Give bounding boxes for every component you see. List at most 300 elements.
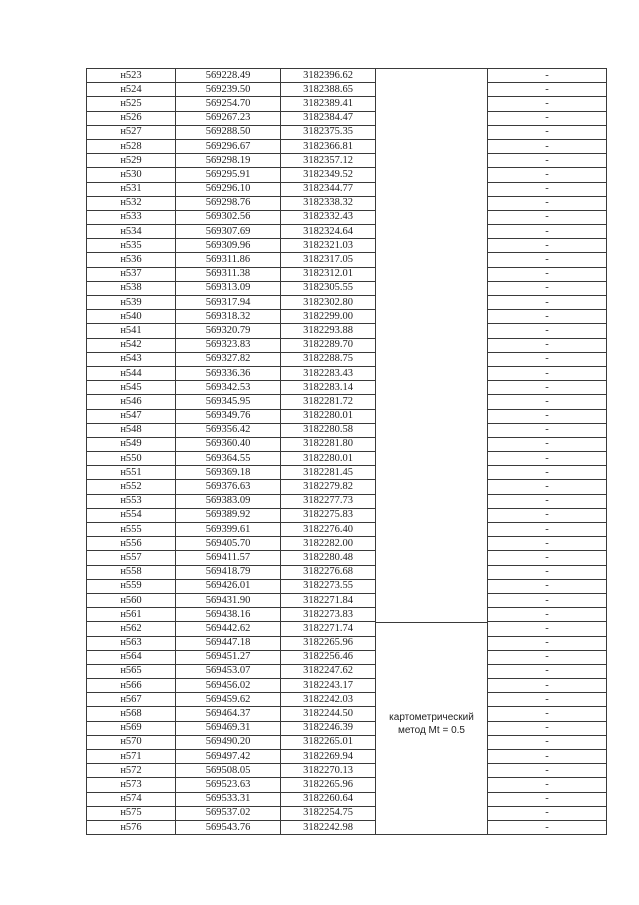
- y-coordinate-cell: 3182243.17: [281, 679, 376, 693]
- table-row: [87, 381, 607, 395]
- x-coordinate-cell: 569313.09: [176, 281, 281, 295]
- point-id-cell: н571: [87, 750, 176, 764]
- table-row: [87, 366, 607, 380]
- y-coordinate-cell: 3182275.83: [281, 508, 376, 522]
- table-row: [87, 97, 607, 111]
- x-coordinate-cell: 569360.40: [176, 437, 281, 451]
- dash-cell: -: [488, 168, 607, 182]
- x-coordinate-cell: 569317.94: [176, 296, 281, 310]
- x-coordinate-cell: 569508.05: [176, 764, 281, 778]
- method-cell: [376, 267, 488, 281]
- method-cell: [376, 820, 488, 834]
- method-cell: [376, 792, 488, 806]
- point-id-cell: н531: [87, 182, 176, 196]
- dash-cell: -: [488, 650, 607, 664]
- y-coordinate-cell: 3182273.55: [281, 579, 376, 593]
- method-cell: [376, 395, 488, 409]
- table-row: [87, 154, 607, 168]
- y-coordinate-cell: 3182242.98: [281, 820, 376, 834]
- y-coordinate-cell: 3182280.01: [281, 452, 376, 466]
- table-row: [87, 608, 607, 622]
- dash-cell: -: [488, 139, 607, 153]
- y-coordinate-cell: 3182244.50: [281, 707, 376, 721]
- method-cell: [376, 508, 488, 522]
- x-coordinate-cell: 569383.09: [176, 494, 281, 508]
- dash-cell: -: [488, 196, 607, 210]
- method-cell: [376, 168, 488, 182]
- method-cell: [376, 778, 488, 792]
- point-id-cell: н538: [87, 281, 176, 295]
- method-cell: [376, 296, 488, 310]
- point-id-cell: н536: [87, 253, 176, 267]
- method-cell: [376, 494, 488, 508]
- point-id-cell: н528: [87, 139, 176, 153]
- dash-cell: -: [488, 537, 607, 551]
- dash-cell: -: [488, 253, 607, 267]
- table-row: [87, 196, 607, 210]
- dash-cell: -: [488, 480, 607, 494]
- y-coordinate-cell: 3182282.00: [281, 537, 376, 551]
- point-id-cell: н532: [87, 196, 176, 210]
- point-id-cell: н542: [87, 338, 176, 352]
- x-coordinate-cell: 569307.69: [176, 225, 281, 239]
- method-cell: [376, 622, 488, 636]
- point-id-cell: н526: [87, 111, 176, 125]
- method-accuracy: метод Mt = 0.5: [398, 724, 465, 736]
- point-id-cell: н540: [87, 310, 176, 324]
- x-coordinate-cell: 569254.70: [176, 97, 281, 111]
- y-coordinate-cell: 3182283.43: [281, 366, 376, 380]
- dash-cell: -: [488, 820, 607, 834]
- point-id-cell: н559: [87, 579, 176, 593]
- dash-cell: -: [488, 707, 607, 721]
- x-coordinate-cell: 569320.79: [176, 324, 281, 338]
- x-coordinate-cell: 569399.61: [176, 523, 281, 537]
- point-id-cell: н553: [87, 494, 176, 508]
- dash-cell: -: [488, 267, 607, 281]
- point-id-cell: н562: [87, 622, 176, 636]
- method-cell: [376, 239, 488, 253]
- dash-cell: -: [488, 437, 607, 451]
- dash-cell: -: [488, 466, 607, 480]
- method-cell: [376, 636, 488, 650]
- point-id-cell: н545: [87, 381, 176, 395]
- x-coordinate-cell: 569288.50: [176, 125, 281, 139]
- point-id-cell: н568: [87, 707, 176, 721]
- table-row: [87, 296, 607, 310]
- y-coordinate-cell: 3182276.40: [281, 523, 376, 537]
- x-coordinate-cell: 569364.55: [176, 452, 281, 466]
- table-row: [87, 537, 607, 551]
- point-id-cell: н575: [87, 806, 176, 820]
- method-cell: [376, 324, 488, 338]
- table-row: [87, 324, 607, 338]
- dash-cell: -: [488, 452, 607, 466]
- point-id-cell: н546: [87, 395, 176, 409]
- x-coordinate-cell: 569447.18: [176, 636, 281, 650]
- x-coordinate-cell: 569453.07: [176, 664, 281, 678]
- method-cell: [376, 693, 488, 707]
- dash-cell: -: [488, 523, 607, 537]
- table-row: [87, 267, 607, 281]
- method-cell: [376, 551, 488, 565]
- y-coordinate-cell: 3182280.48: [281, 551, 376, 565]
- table-row: [87, 622, 607, 636]
- method-cell: [376, 664, 488, 678]
- x-coordinate-cell: 569469.31: [176, 721, 281, 735]
- method-cell: [376, 480, 488, 494]
- method-cell: [376, 338, 488, 352]
- point-id-cell: н530: [87, 168, 176, 182]
- point-id-cell: н548: [87, 423, 176, 437]
- table-row: [87, 69, 607, 83]
- point-id-cell: н527: [87, 125, 176, 139]
- dash-cell: -: [488, 69, 607, 83]
- dash-cell: -: [488, 764, 607, 778]
- dash-cell: -: [488, 310, 607, 324]
- x-coordinate-cell: 569267.23: [176, 111, 281, 125]
- dash-cell: -: [488, 579, 607, 593]
- group-divider: [376, 622, 487, 623]
- table-row: [87, 707, 607, 721]
- point-id-cell: н541: [87, 324, 176, 338]
- table-row: [87, 480, 607, 494]
- y-coordinate-cell: 3182389.41: [281, 97, 376, 111]
- table-row: [87, 735, 607, 749]
- point-id-cell: н544: [87, 366, 176, 380]
- method-cell: [376, 182, 488, 196]
- point-id-cell: н564: [87, 650, 176, 664]
- y-coordinate-cell: 3182375.35: [281, 125, 376, 139]
- x-coordinate-cell: 569523.63: [176, 778, 281, 792]
- method-cell: [376, 721, 488, 735]
- x-coordinate-cell: 569239.50: [176, 83, 281, 97]
- point-id-cell: н524: [87, 83, 176, 97]
- point-id-cell: н555: [87, 523, 176, 537]
- method-cell: [376, 409, 488, 423]
- x-coordinate-cell: 569411.57: [176, 551, 281, 565]
- dash-cell: -: [488, 608, 607, 622]
- table-row: [87, 452, 607, 466]
- y-coordinate-cell: 3182357.12: [281, 154, 376, 168]
- dash-cell: -: [488, 210, 607, 224]
- method-cell: [376, 735, 488, 749]
- method-cell: [376, 679, 488, 693]
- y-coordinate-cell: 3182269.94: [281, 750, 376, 764]
- dash-cell: -: [488, 97, 607, 111]
- table-row: [87, 338, 607, 352]
- dash-cell: -: [488, 111, 607, 125]
- table-row: [87, 111, 607, 125]
- y-coordinate-cell: 3182265.01: [281, 735, 376, 749]
- table-row: [87, 168, 607, 182]
- dash-cell: -: [488, 693, 607, 707]
- dash-cell: -: [488, 622, 607, 636]
- method-name: картометрический: [389, 711, 474, 723]
- method-cell: [376, 225, 488, 239]
- table-row: [87, 565, 607, 579]
- x-coordinate-cell: 569295.91: [176, 168, 281, 182]
- y-coordinate-cell: 3182247.62: [281, 664, 376, 678]
- dash-cell: -: [488, 593, 607, 607]
- table-row: [87, 750, 607, 764]
- x-coordinate-cell: 569311.86: [176, 253, 281, 267]
- table-row: [87, 239, 607, 253]
- table-row: [87, 281, 607, 295]
- x-coordinate-cell: 569342.53: [176, 381, 281, 395]
- table-row: [87, 664, 607, 678]
- y-coordinate-cell: 3182366.81: [281, 139, 376, 153]
- table-row: [87, 523, 607, 537]
- table-row: [87, 139, 607, 153]
- dash-cell: -: [488, 721, 607, 735]
- point-id-cell: н558: [87, 565, 176, 579]
- y-coordinate-cell: 3182280.01: [281, 409, 376, 423]
- table-row: [87, 551, 607, 565]
- dash-cell: -: [488, 154, 607, 168]
- y-coordinate-cell: 3182281.72: [281, 395, 376, 409]
- dash-cell: -: [488, 381, 607, 395]
- table-row: [87, 679, 607, 693]
- dash-cell: -: [488, 281, 607, 295]
- x-coordinate-cell: 569405.70: [176, 537, 281, 551]
- y-coordinate-cell: 3182299.00: [281, 310, 376, 324]
- method-cell: [376, 707, 488, 736]
- method-cell: [376, 366, 488, 380]
- table-row: [87, 636, 607, 650]
- x-coordinate-cell: 569296.67: [176, 139, 281, 153]
- y-coordinate-cell: 3182289.70: [281, 338, 376, 352]
- method-cell: [376, 196, 488, 210]
- table-row: [87, 437, 607, 451]
- y-coordinate-cell: 3182281.80: [281, 437, 376, 451]
- point-id-cell: н565: [87, 664, 176, 678]
- table-row: [87, 764, 607, 778]
- method-cell: [376, 437, 488, 451]
- dash-cell: -: [488, 565, 607, 579]
- point-id-cell: н574: [87, 792, 176, 806]
- method-cell: [376, 537, 488, 551]
- x-coordinate-cell: 569318.32: [176, 310, 281, 324]
- table-row: [87, 593, 607, 607]
- x-coordinate-cell: 569456.02: [176, 679, 281, 693]
- y-coordinate-cell: 3182344.77: [281, 182, 376, 196]
- y-coordinate-cell: 3182281.45: [281, 466, 376, 480]
- x-coordinate-cell: 569302.56: [176, 210, 281, 224]
- x-coordinate-cell: 569459.62: [176, 693, 281, 707]
- x-coordinate-cell: 569356.42: [176, 423, 281, 437]
- point-id-cell: н549: [87, 437, 176, 451]
- x-coordinate-cell: 569533.31: [176, 792, 281, 806]
- dash-cell: -: [488, 792, 607, 806]
- dash-cell: -: [488, 750, 607, 764]
- dash-cell: -: [488, 338, 607, 352]
- y-coordinate-cell: 3182396.62: [281, 69, 376, 83]
- dash-cell: -: [488, 806, 607, 820]
- table-row: [87, 650, 607, 664]
- dash-cell: -: [488, 324, 607, 338]
- method-cell: [376, 253, 488, 267]
- table-row: [87, 721, 607, 735]
- y-coordinate-cell: 3182276.68: [281, 565, 376, 579]
- x-coordinate-cell: 569327.82: [176, 352, 281, 366]
- y-coordinate-cell: 3182283.14: [281, 381, 376, 395]
- method-cell: [376, 452, 488, 466]
- point-id-cell: н560: [87, 593, 176, 607]
- table-row: [87, 182, 607, 196]
- method-cell: [376, 608, 488, 622]
- x-coordinate-cell: 569426.01: [176, 579, 281, 593]
- y-coordinate-cell: 3182265.96: [281, 778, 376, 792]
- point-id-cell: н566: [87, 679, 176, 693]
- point-id-cell: н543: [87, 352, 176, 366]
- y-coordinate-cell: 3182271.84: [281, 593, 376, 607]
- y-coordinate-cell: 3182332.43: [281, 210, 376, 224]
- y-coordinate-cell: 3182279.82: [281, 480, 376, 494]
- point-id-cell: н525: [87, 97, 176, 111]
- method-cell: [376, 593, 488, 607]
- dash-cell: -: [488, 551, 607, 565]
- table-row: [87, 820, 607, 834]
- dash-cell: -: [488, 296, 607, 310]
- y-coordinate-cell: 3182277.73: [281, 494, 376, 508]
- point-id-cell: н567: [87, 693, 176, 707]
- x-coordinate-cell: 569336.36: [176, 366, 281, 380]
- table-row: [87, 210, 607, 224]
- point-id-cell: н551: [87, 466, 176, 480]
- point-id-cell: н563: [87, 636, 176, 650]
- point-id-cell: н561: [87, 608, 176, 622]
- y-coordinate-cell: 3182265.96: [281, 636, 376, 650]
- x-coordinate-cell: 569369.18: [176, 466, 281, 480]
- point-id-cell: н576: [87, 820, 176, 834]
- dash-cell: -: [488, 83, 607, 97]
- method-cell: [376, 154, 488, 168]
- table-row: [87, 494, 607, 508]
- table-row: [87, 778, 607, 792]
- y-coordinate-cell: 3182254.75: [281, 806, 376, 820]
- point-id-cell: н550: [87, 452, 176, 466]
- method-cell: [376, 523, 488, 537]
- method-cell: [376, 69, 488, 83]
- point-id-cell: н537: [87, 267, 176, 281]
- x-coordinate-cell: 569311.38: [176, 267, 281, 281]
- y-coordinate-cell: 3182384.47: [281, 111, 376, 125]
- y-coordinate-cell: 3182324.64: [281, 225, 376, 239]
- method-cell: [376, 579, 488, 593]
- x-coordinate-cell: 569497.42: [176, 750, 281, 764]
- x-coordinate-cell: 569451.27: [176, 650, 281, 664]
- y-coordinate-cell: 3182349.52: [281, 168, 376, 182]
- point-id-cell: н539: [87, 296, 176, 310]
- y-coordinate-cell: 3182273.83: [281, 608, 376, 622]
- point-id-cell: н529: [87, 154, 176, 168]
- method-cell: [376, 565, 488, 579]
- y-coordinate-cell: 3182260.64: [281, 792, 376, 806]
- table-row: [87, 409, 607, 423]
- dash-cell: -: [488, 395, 607, 409]
- point-id-cell: н533: [87, 210, 176, 224]
- y-coordinate-cell: 3182302.80: [281, 296, 376, 310]
- y-coordinate-cell: 3182317.05: [281, 253, 376, 267]
- point-id-cell: н552: [87, 480, 176, 494]
- table-body: [87, 69, 607, 835]
- x-coordinate-cell: 569345.95: [176, 395, 281, 409]
- method-cell: [376, 83, 488, 97]
- table-row: [87, 225, 607, 239]
- method-cell: [376, 139, 488, 153]
- method-cell: [376, 806, 488, 820]
- table-row: [87, 253, 607, 267]
- point-id-cell: н535: [87, 239, 176, 253]
- table-row: [87, 395, 607, 409]
- point-id-cell: н569: [87, 721, 176, 735]
- dash-cell: -: [488, 778, 607, 792]
- x-coordinate-cell: 569537.02: [176, 806, 281, 820]
- table-row: [87, 125, 607, 139]
- table-row: [87, 579, 607, 593]
- table-row: [87, 83, 607, 97]
- table-row: [87, 352, 607, 366]
- table-row: [87, 693, 607, 707]
- table-row: [87, 792, 607, 806]
- x-coordinate-cell: 569228.49: [176, 69, 281, 83]
- point-id-cell: н573: [87, 778, 176, 792]
- point-id-cell: н570: [87, 735, 176, 749]
- point-id-cell: н523: [87, 69, 176, 83]
- x-coordinate-cell: 569389.92: [176, 508, 281, 522]
- method-cell: [376, 423, 488, 437]
- y-coordinate-cell: 3182321.03: [281, 239, 376, 253]
- dash-cell: -: [488, 182, 607, 196]
- y-coordinate-cell: 3182288.75: [281, 352, 376, 366]
- y-coordinate-cell: 3182305.55: [281, 281, 376, 295]
- x-coordinate-cell: 569490.20: [176, 735, 281, 749]
- table-row: [87, 806, 607, 820]
- point-id-cell: н547: [87, 409, 176, 423]
- y-coordinate-cell: 3182242.03: [281, 693, 376, 707]
- dash-cell: -: [488, 636, 607, 650]
- y-coordinate-cell: 3182270.13: [281, 764, 376, 778]
- dash-cell: -: [488, 352, 607, 366]
- point-id-cell: н554: [87, 508, 176, 522]
- point-id-cell: н556: [87, 537, 176, 551]
- dash-cell: -: [488, 508, 607, 522]
- y-coordinate-cell: 3182271.74: [281, 622, 376, 636]
- x-coordinate-cell: 569323.83: [176, 338, 281, 352]
- dash-cell: -: [488, 239, 607, 253]
- table-row: [87, 508, 607, 522]
- y-coordinate-cell: 3182280.58: [281, 423, 376, 437]
- y-coordinate-cell: 3182338.32: [281, 196, 376, 210]
- method-cell: [376, 764, 488, 778]
- dash-cell: -: [488, 225, 607, 239]
- method-cell: [376, 381, 488, 395]
- method-cell: [376, 650, 488, 664]
- dash-cell: -: [488, 423, 607, 437]
- dash-cell: -: [488, 679, 607, 693]
- table-row: [87, 423, 607, 437]
- method-cell: [376, 111, 488, 125]
- method-cell: [376, 750, 488, 764]
- method-cell: [376, 466, 488, 480]
- method-cell: [376, 352, 488, 366]
- table-row: [87, 466, 607, 480]
- method-cell: [376, 310, 488, 324]
- y-coordinate-cell: 3182312.01: [281, 267, 376, 281]
- method-cell: [376, 97, 488, 111]
- x-coordinate-cell: 569296.10: [176, 182, 281, 196]
